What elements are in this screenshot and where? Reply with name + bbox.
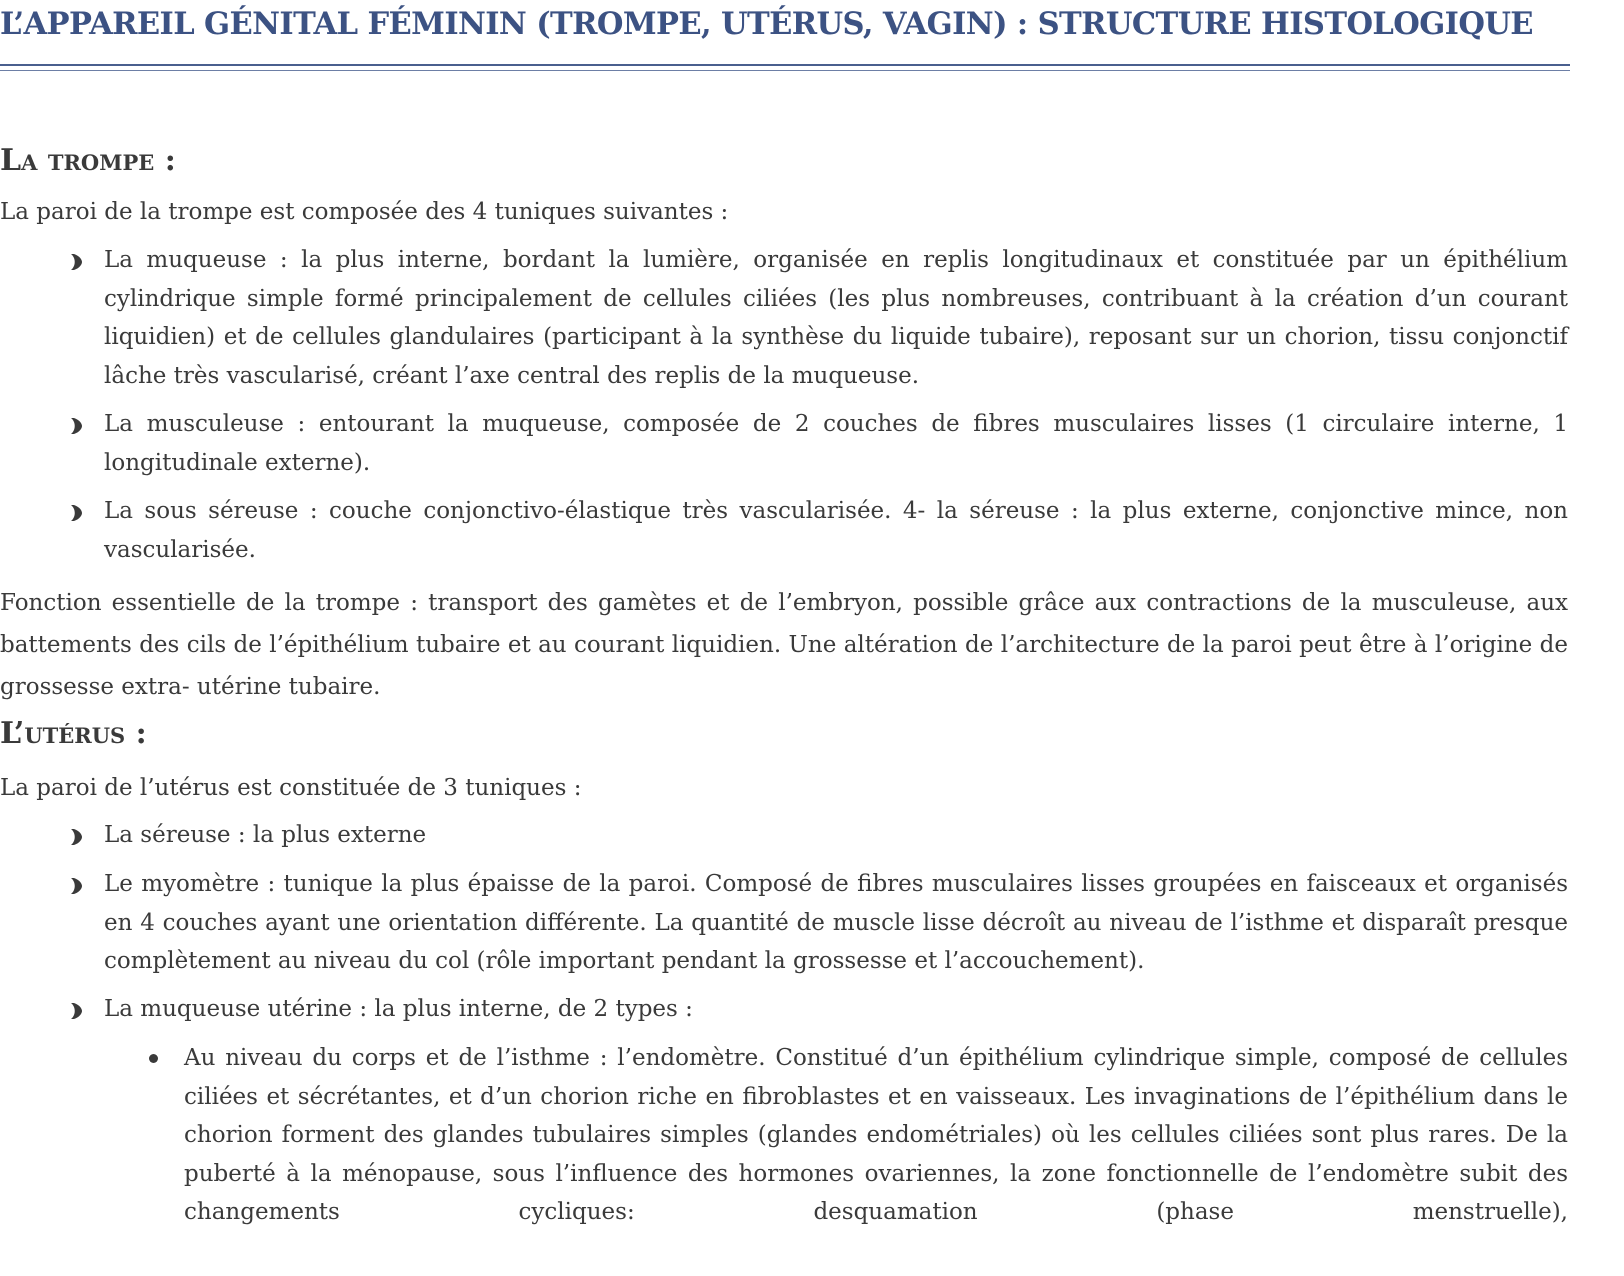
list-item-muqueuse: La muqueuse : la plus interne, bordant la lumière, organisée en replis longitudinaux et constituée par un épithélium cylindrique simple formé principalement de cellules ciliées (les plus nombreuses, contribuant à la création d’un courant liquidien) et de cellules glandulaires (participant à la synthèse du liquide tubaire), reposant sur un chorion, tissu conjonctif lâche très vascularisé, créant l’axe central des replis de la muqueuse.: [104, 247, 1568, 389]
sub-list-item-endometre: Au niveau du corps et de l’isthme : l’endomètre. Constitué d’un épithélium cylindrique simple, composé de cellules ciliées et sécrétantes, et d’un chorion riche en fibroblastes et en vaisseaux. Les invaginations de l’épithélium dans le chorion forment des glandes tubulaires simples (glandes endométriales) où les cellules ciliées sont plus rares. De la puberté à la ménopause, sous l’influence des hormones ovariennes, la zone fonctionnelle de l’endomètre subit des changements cycliques: desquamation (phase menstruelle),: [184, 1045, 1568, 1226]
section-heading-uterus: L’utérus :: [0, 716, 147, 751]
function-paragraph: Fonction essentielle de la trompe : transport des gamètes et de l’embryon, possible grâce aux contractions de la musculeuse, aux battements des cils de l’épithélium tubaire et au courant liquidien. Une altération de l’architecture de la paroi peut être à l’origine de grossesse extra- utérine tubaire.: [0, 590, 1568, 700]
section-intro-trompe: La paroi de la trompe est composée des 4 tuniques suivantes :: [0, 199, 729, 225]
bullet-dot-icon: [149, 1054, 158, 1063]
list-item-sous-sereuse: La sous séreuse : couche conjonctivo-élastique très vascularisée. 4- la séreuse : la plus externe, conjonctive mince, non vascularisée.: [104, 498, 1568, 563]
bullet-icon: [70, 829, 82, 845]
section-heading-trompe: La trompe :: [0, 143, 176, 178]
bullet-icon: [70, 254, 82, 270]
title-divider: [0, 64, 1570, 66]
bullet-icon: [70, 418, 82, 434]
bullet-icon: [70, 878, 82, 894]
bullet-icon: [70, 1003, 82, 1019]
list-item-muqueuse-uterine: La muqueuse utérine : la plus interne, de 2 types :: [104, 996, 693, 1022]
list-item-musculeuse: La musculeuse : entourant la muqueuse, composée de 2 couches de fibres musculaires lisses (1 circulaire interne, 1 longitudinale externe).: [104, 411, 1568, 476]
page-title: L’APPAREIL GÉNITAL FÉMININ (TROMPE, UTÉRUS, VAGIN) : STRUCTURE HISTOLOGIQUE: [0, 6, 1533, 42]
section-intro-uterus: La paroi de l’utérus est constituée de 3 tuniques :: [0, 775, 582, 801]
list-item-sereuse: La séreuse : la plus externe: [104, 822, 427, 848]
title-divider-thin: [0, 70, 1570, 71]
bullet-icon: [70, 505, 82, 521]
list-item-myometre: Le myomètre : tunique la plus épaisse de la paroi. Composé de fibres musculaires lisses groupées en faisceaux et organisés en 4 couches ayant une orientation différente. La quantité de muscle lisse décroît au niveau de l’isthme et disparaît presque complètement au niveau du col (rôle important pendant la grossesse et l’accouchement).: [104, 871, 1568, 975]
